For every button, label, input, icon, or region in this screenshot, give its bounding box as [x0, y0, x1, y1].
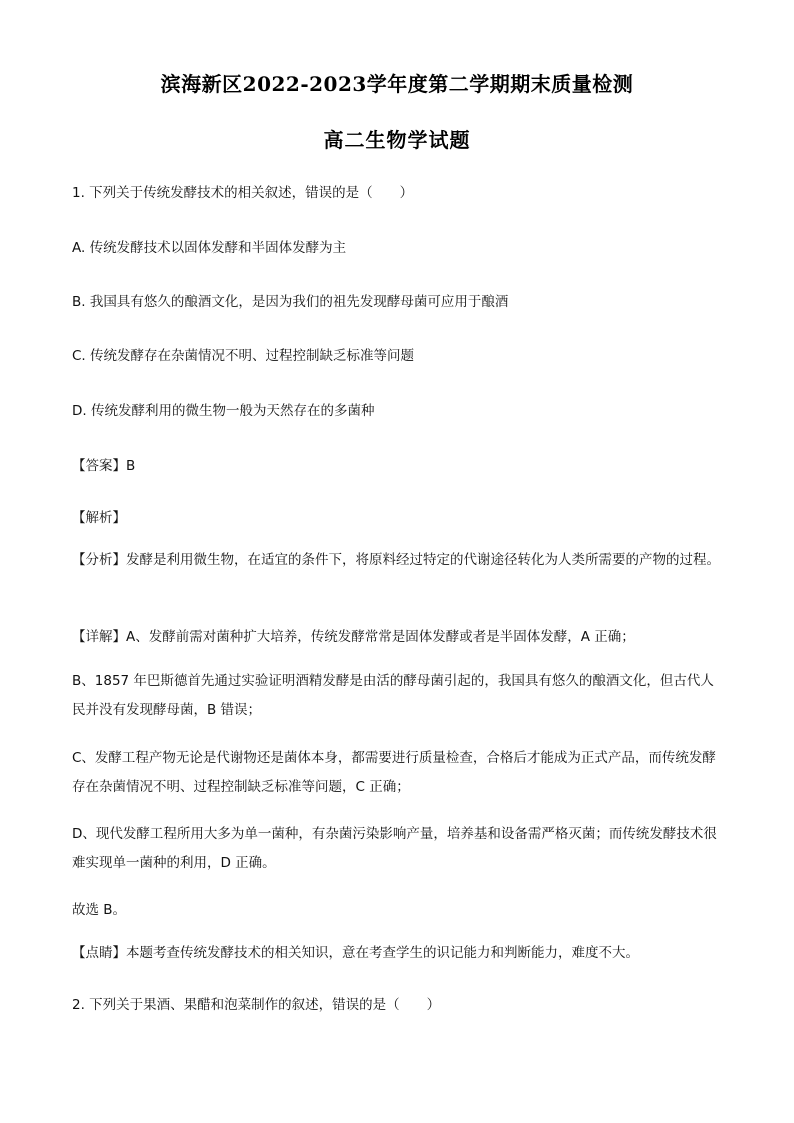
- answer-value: B: [126, 458, 136, 474]
- xiangjie-d-text: D、现代发酵工程所用大多为单一菌种，有杂菌污染影响产量，培养基和设备需严格灭菌；而传统发酵技术很难实现单一菌种的利用，D 正确。: [72, 826, 717, 871]
- xiangjie-c-text: C、发酵工程产物无论是代谢物还是菌体本身，都需要进行质量检查，合格后才能成为正式产品，而传统发酵存在杂菌情况不明、过程控制缺乏标准等问题，C 正确；: [72, 750, 716, 795]
- xiangjie-b-text: B、1857 年巴斯德首先通过实验证明酒精发酵是由活的酵母菌引起的，我国具有悠久的酿酒文化，但古代人民并没有发现酵母菌，B 错误；: [72, 673, 714, 718]
- question-1-option-c: C. 传统发酵存在杂菌情况不明、过程控制缺乏标准等问题: [72, 348, 415, 364]
- fenxi-label: 【分析】: [72, 552, 126, 568]
- xiangjie-label: 【详解】: [72, 629, 126, 645]
- dianjing-label: 【点睛】: [72, 945, 126, 961]
- xiangjie-a-text: A、发酵前需对菌种扩大培养，传统发酵常常是固体发酵或者是半固体发酵，A 正确；: [126, 629, 635, 645]
- document-title: 滨海新区2022-2023学年度第二学期期末质量检测: [160, 72, 634, 96]
- analysis-xiangjie: [72, 626, 722, 648]
- question-1-option-d: D. 传统发酵利用的微生物一般为天然存在的多菌种: [72, 403, 375, 419]
- question-1-option-a: A. 传统发酵技术以固体发酵和半固体发酵为主: [72, 240, 347, 256]
- question-2-stem: 2. 下列关于果酒、果醋和泡菜制作的叙述，错误的是（ ）: [72, 997, 441, 1013]
- document-subtitle: 高二生物学试题: [323, 128, 471, 152]
- conclusion-text: 故选 B。: [72, 902, 127, 918]
- dianjing-line: [72, 942, 722, 964]
- question-1-option-b: B. 我国具有悠久的酿酒文化，是因为我们的祖先发现酵母菌可应用于酿酒: [72, 294, 509, 310]
- analysis-fenxi: [72, 546, 722, 575]
- answer-label: 【答案】: [72, 458, 126, 474]
- fenxi-text: 发酵是利用微生物，在适宜的条件下，将原料经过特定的代谢途径转化为人类所需要的产物的过程。: [126, 552, 720, 568]
- answer-line: [72, 455, 722, 477]
- dianjing-text: 本题考查传统发酵技术的相关知识，意在考查学生的识记能力和判断能力，难度不大。: [126, 945, 639, 961]
- question-1-stem: 1. 下列关于传统发酵技术的相关叙述，错误的是（ ）: [72, 185, 414, 201]
- analysis-label: 【解析】: [72, 510, 126, 526]
